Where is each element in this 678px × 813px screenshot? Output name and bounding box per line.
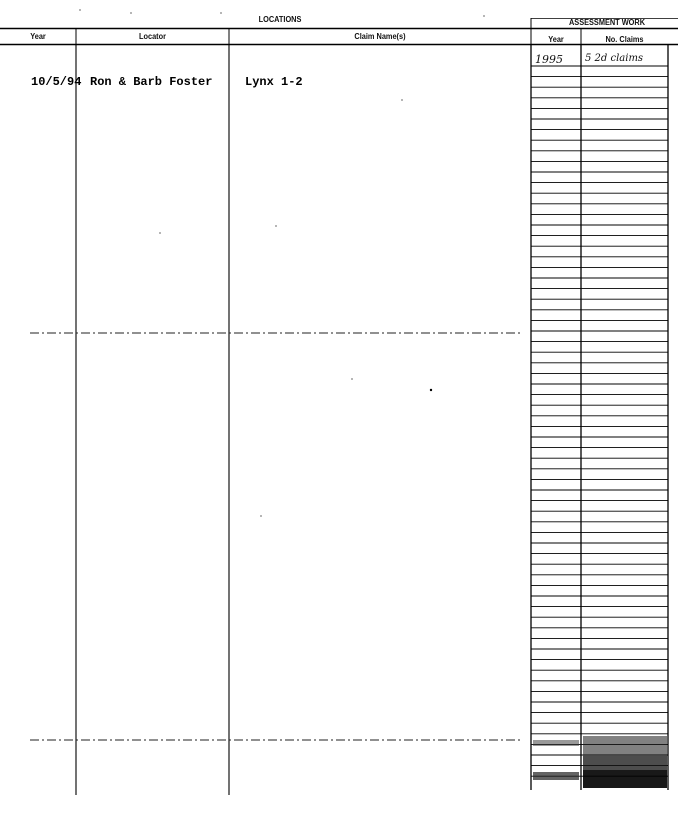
locations-heading: LOCATIONS xyxy=(258,15,302,24)
scan-noise xyxy=(583,770,667,788)
assessment-year-column-header: Year xyxy=(548,35,564,44)
locator-column-header: Locator xyxy=(139,32,166,41)
entry-year: 10/5/94 xyxy=(31,75,82,89)
no-claims-column-header: No. Claims xyxy=(605,35,644,44)
entry-claim-names: Lynx 1-2 xyxy=(245,75,303,89)
scan-noise xyxy=(533,772,579,780)
scan-noise xyxy=(583,736,667,756)
assessment-no-claims-handwritten: 5 2d claims xyxy=(585,53,644,64)
assessment-work-heading: ASSESSMENT WORK xyxy=(568,18,646,27)
entry-locator: Ron & Barb Foster xyxy=(90,75,213,89)
claim-names-column-header: Claim Name(s) xyxy=(354,32,406,41)
scan-noise xyxy=(533,740,579,746)
year-column-header: Year xyxy=(30,32,46,41)
scan-noise xyxy=(583,756,667,770)
assessment-year-handwritten: 1995 xyxy=(535,53,563,66)
